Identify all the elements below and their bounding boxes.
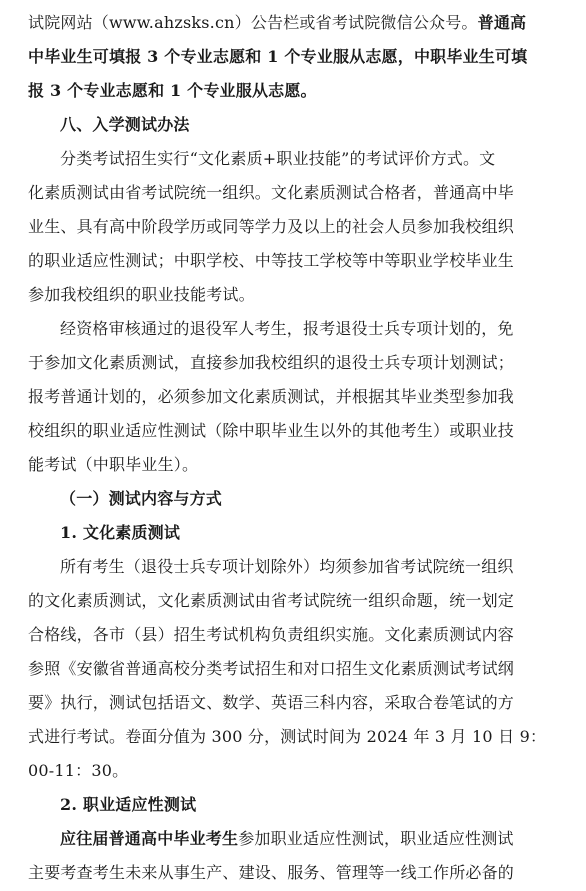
paragraph-line: 式进行考试。卷面分值为 300 分，测试时间为 2024 年 3 月 10 日 9： (28, 727, 547, 746)
paragraph-line: 报 3 个专业志愿和 1 个专业服从志愿。 (28, 81, 317, 100)
section-heading: 八、入学测试办法 (60, 115, 190, 134)
text-bold: 普通高 (477, 13, 527, 32)
paragraph-line: 的职业适应性测试；中职学校、中等技工学校等中等职业学校毕业生 (28, 251, 515, 270)
paragraph-line: 所有考生（退役士兵专项计划除外）均须参加省考试院统一组织 (60, 557, 514, 576)
text-normal: 参加职业适应性测试，职业适应性测试 (238, 829, 514, 848)
paragraph-line: 业生、具有高中阶段学历或同等学力及以上的社会人员参加我校组织 (28, 217, 515, 236)
paragraph-line: 化素质测试由省考试院统一组织。文化素质测试合格者，普通高中毕 (28, 183, 515, 202)
text-bold: 应往届普通高中毕业考生 (60, 829, 239, 848)
paragraph-line: 的文化素质测试，文化素质测试由省考试院统一组织命题，统一划定 (28, 591, 515, 610)
paragraph-line: 00-11：30。 (28, 761, 129, 780)
paragraph-line: 参加我校组织的职业技能考试。 (28, 285, 255, 304)
paragraph-line (28, 6, 560, 40)
paragraph-line (28, 822, 560, 856)
text-normal: 试院网站（www.ahzsks.cn）公告栏或省考试院微信公众号。 (28, 13, 478, 32)
item-heading: 1. 文化素质测试 (60, 523, 181, 542)
paragraph-line: 报考普通计划的，必须参加文化素质测试，并根据其毕业类型参加我 (28, 387, 515, 406)
paragraph-line: 要》执行，测试包括语文、数学、英语三科内容，采取合卷笔试的方 (28, 693, 515, 712)
item-heading: 2. 职业适应性测试 (60, 795, 197, 814)
paragraph-line: 合格线，各市（县）招生考试机构负责组织实施。文化素质测试内容 (28, 625, 515, 644)
paragraph-line: 经资格审核通过的退役军人考生，报考退役士兵专项计划的，免 (60, 319, 514, 338)
subsection-heading: （一）测试内容与方式 (60, 489, 223, 508)
paragraph-line: 主要考查考生未来从事生产、建设、服务、管理等一线工作所必备的 (28, 863, 515, 882)
paragraph-line: 校组织的职业适应性测试（除中职毕业生以外的其他考生）或职业技 (28, 421, 515, 440)
paragraph-line: 于参加文化素质测试，直接参加我校组织的退役士兵专项计划测试； (28, 353, 515, 372)
paragraph-line: 能考试（中职毕业生）。 (28, 455, 199, 474)
paragraph-line: 分类考试招生实行“文化素质+职业技能”的考试评价方式。文 (60, 149, 496, 168)
paragraph-line: 参照《安徽省普通高校分类考试招生和对口招生文化素质测试考试纲 (28, 659, 515, 678)
paragraph-line: 中毕业生可填报 3 个专业志愿和 1 个专业服从志愿，中职毕业生可填 (28, 47, 528, 66)
